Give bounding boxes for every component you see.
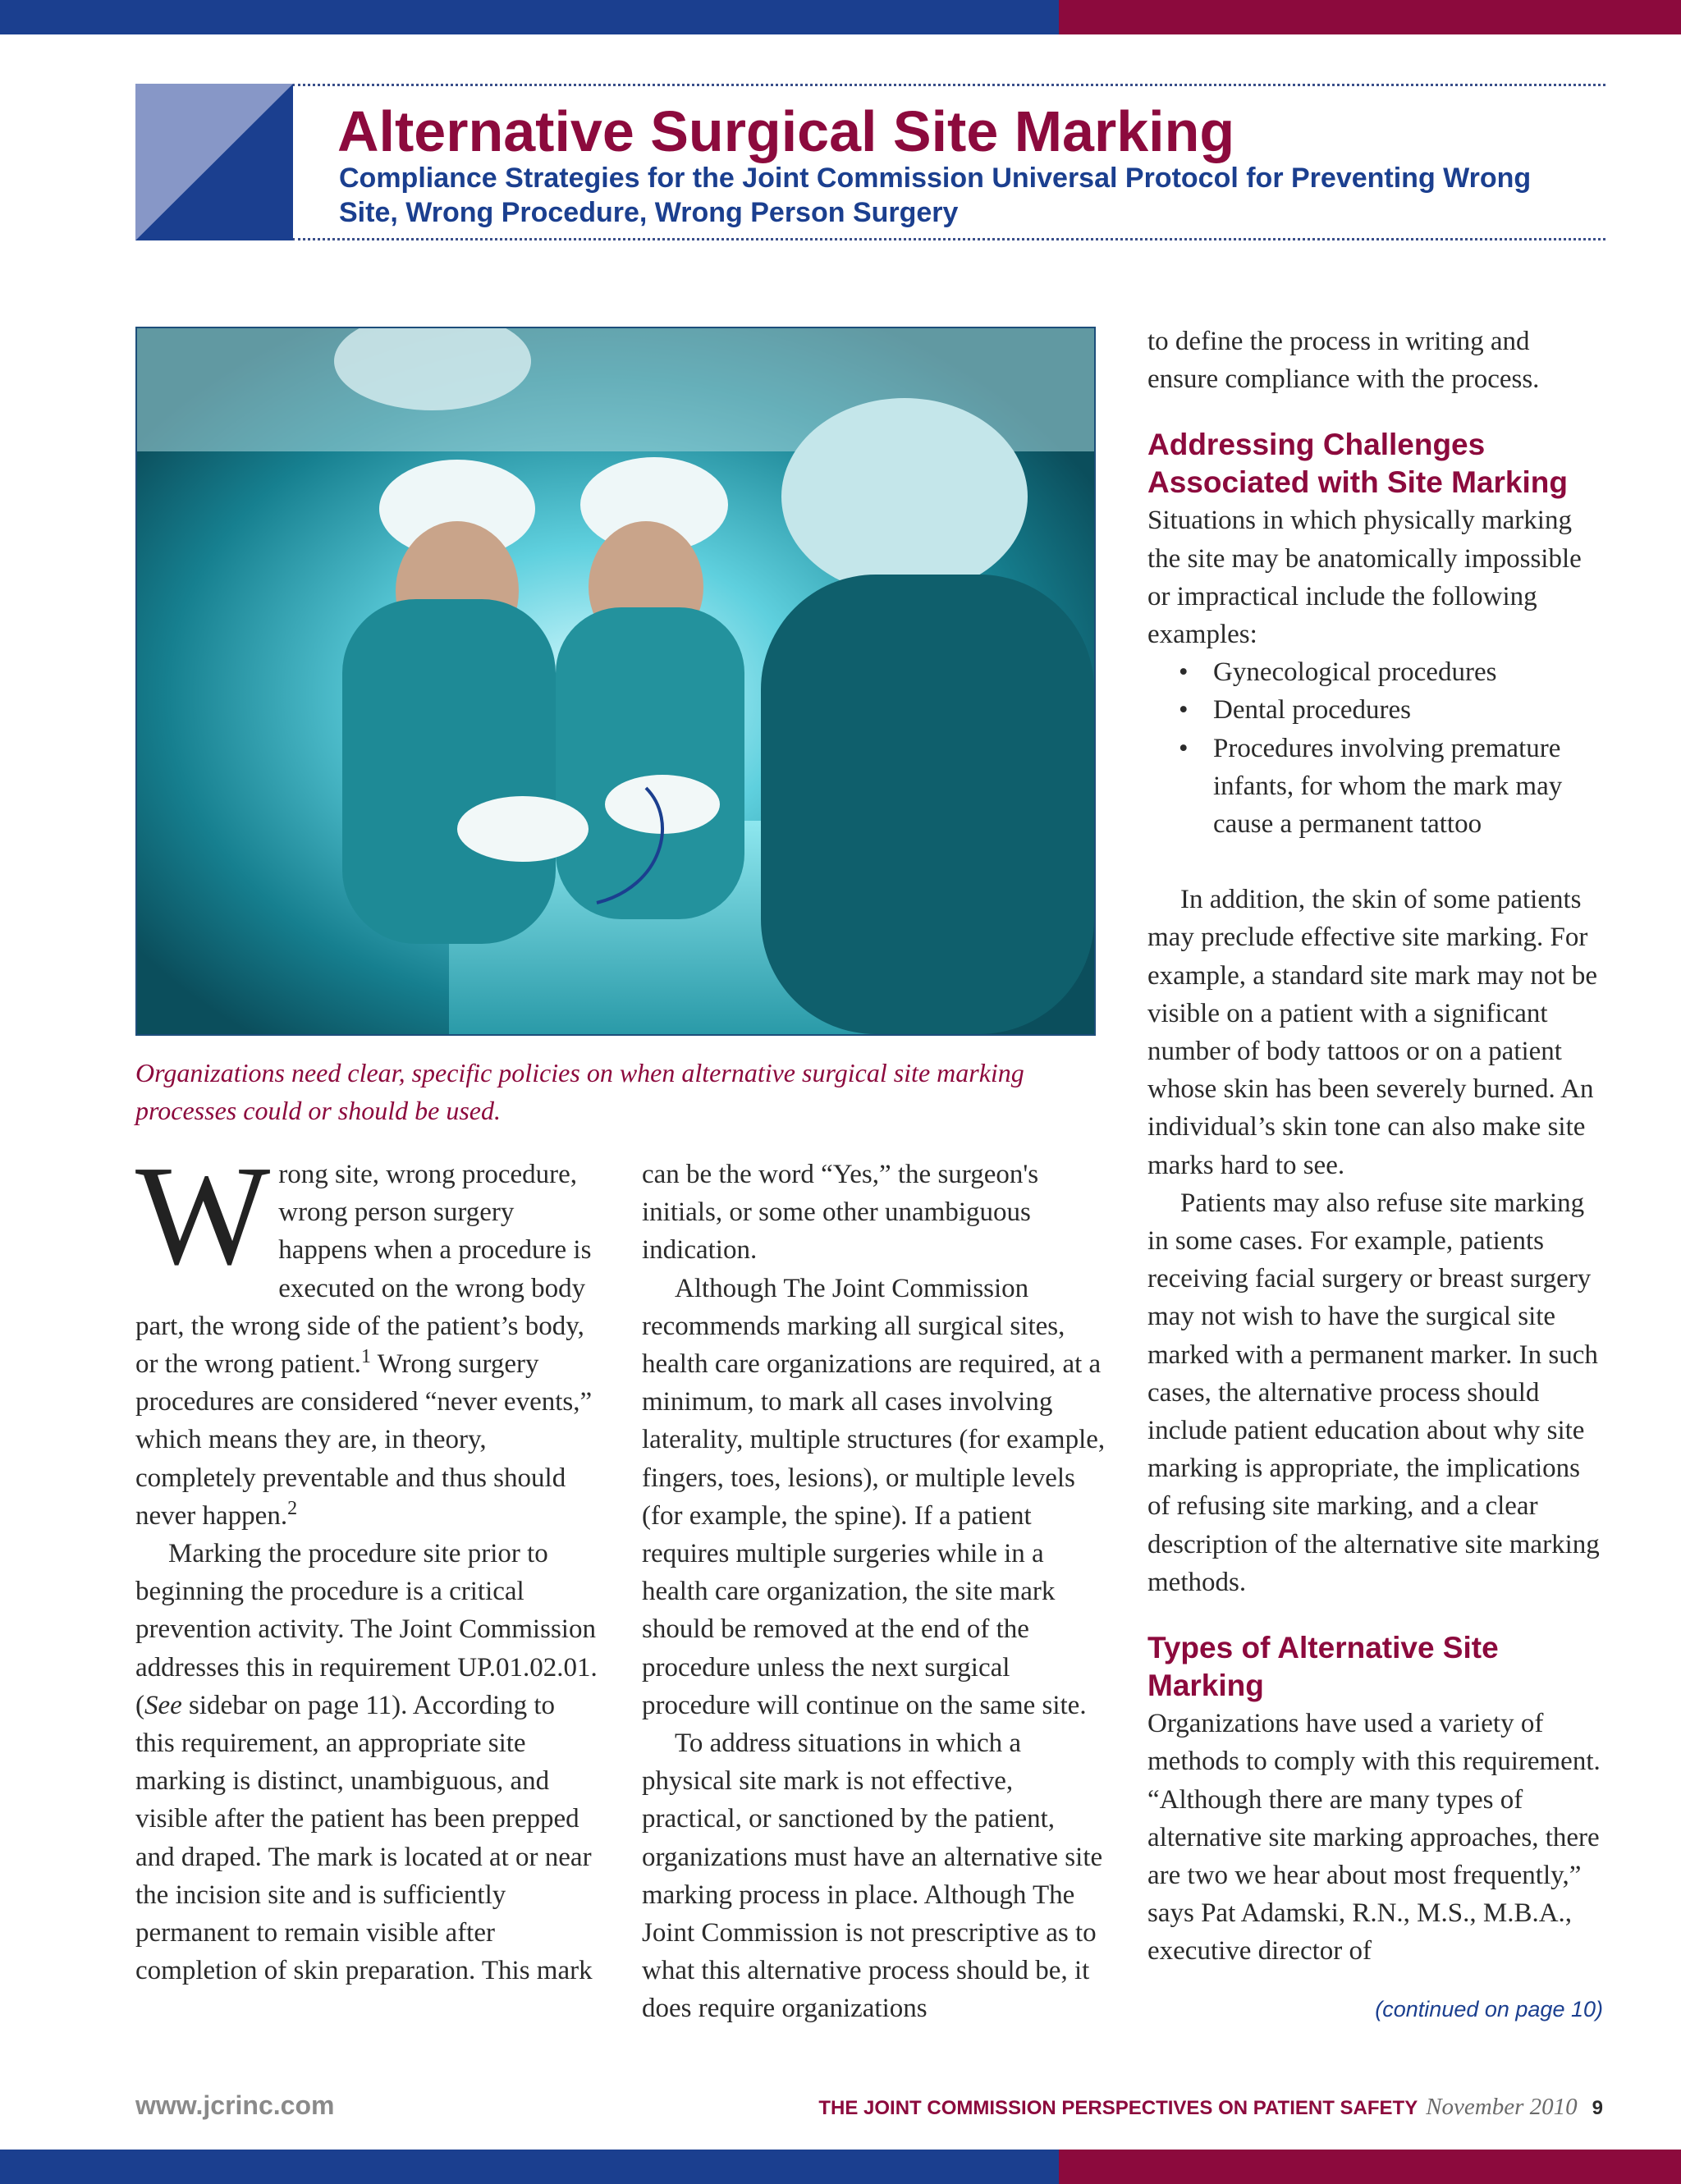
col3-paragraph-2: Situations in which physically marking the site may be anatomically impossible or impractical include the following examples: — [1147, 506, 1582, 650]
footnote-ref-1: 1 — [360, 1346, 371, 1368]
col1-paragraph-1: rong site, wrong procedure, wrong person surgery happens when a procedure is executed on the wrong body part, the wrong side of the patient’s body, or the wrong patient. — [135, 1160, 592, 1380]
col3-paragraph-1: to define the process in writing and ensure compliance with the process. — [1147, 327, 1540, 395]
heading-types-of-alternative: Types of Alternative Site Marking — [1147, 1631, 1499, 1703]
list-item: • Dental procedures — [1147, 691, 1603, 729]
col2-paragraph-1: can be the word “Yes,” the surgeon's initials, or some other unambiguous indication. — [642, 1160, 1039, 1266]
bullet-icon: • — [1179, 657, 1189, 688]
continued-note: (continued on page 10) — [1375, 1997, 1603, 2021]
photo-caption: Organizations need clear, specific policies on when alternative surgical site marking processes could or should be used. — [135, 1058, 1024, 1125]
drop-cap: W — [135, 1136, 271, 1294]
header-rule-top — [292, 84, 1605, 86]
heading-addressing-challenges: Addressing Challenges Associated with Site Marking — [1147, 428, 1568, 500]
header-rule-bottom — [292, 238, 1605, 240]
page-number: 9 — [1592, 2097, 1603, 2119]
article-column-3 — [1147, 323, 1603, 1971]
bottom-color-bar — [0, 2150, 1681, 2184]
example-list — [1147, 653, 1603, 843]
publication-name: THE JOINT COMMISSION PERSPECTIVES ON PATIENT SAFETY — [818, 2097, 1418, 2119]
surgery-photo-illustration — [137, 328, 1094, 1034]
footer-url[interactable]: www.jcrinc.com — [135, 2090, 335, 2120]
bullet-icon: • — [1179, 695, 1189, 726]
col2-paragraph-3: To address situations in which a physical site mark is not effective, practical, or sanctioned by the patient, organizations must have an alternative site marking process in place. Although The Joint Commission is not prescriptive as to what this alternative process should be, it does require organizations — [642, 1728, 1103, 2024]
article-title: Alternative Surgical Site Marking — [337, 99, 1235, 163]
col3-paragraph-3: In addition, the skin of some patients may preclude effective site marking. For example, a standard site mark may not be visible on a patient with a significant number of body tattoos or on a patient whose skin has been severely burned. An individual’s skin tone can also make site marks hard to see. — [1147, 885, 1597, 1180]
col2-paragraph-2: Although The Joint Commission recommends marking all surgical sites, health care organizations are required, at a minimum, to mark all cases involving laterality, multiple structures (for example, fingers, toes, lesions), or multiple levels (for example, the spine). If a patient requires multiple surgeries while in a health care organization, the site mark should be removed at the end of the procedure unless the next surgical procedure will continue on the same site. — [642, 1273, 1106, 1720]
col1-paragraph-2a: Marking the procedure site prior to beginning the procedure is a critical prevention activity. The Joint Commission addresses this in requirement UP.01.02.01. ( — [135, 1539, 598, 1720]
article-column-2 — [642, 1156, 1106, 2028]
col1-see-word: See — [144, 1690, 182, 1720]
list-item: • Procedures involving premature infants, for whom the mark may cause a permanent tattoo — [1147, 730, 1603, 844]
surgery-photo — [135, 327, 1096, 1036]
article-column-1 — [135, 1136, 599, 1989]
issue-date: November 2010 — [1426, 2094, 1578, 2120]
col1-paragraph-2b: sidebar on page 11). According to this requirement, an appropriate site marking is distinct, unambiguous, and visible after the patient has been prepped and draped. The mark is located at or near the incision site and is sufficiently permanent to remain visible after completion of skin preparation. This mark — [135, 1690, 593, 1986]
footnote-ref-2: 2 — [287, 1497, 298, 1519]
col3-paragraph-5: Organizations have used a variety of methods to comply with this requirement. “Although there are many types of alternative site marking approaches, there are two we hear about most frequently,” says Pat Adamski, R.N., M.S., M.B.A., executive director of — [1147, 1709, 1601, 1967]
bullet-icon: • — [1179, 733, 1189, 763]
list-item: • Gynecological procedures — [1147, 653, 1603, 691]
col3-paragraph-4: Patients may also refuse site marking in some cases. For example, patients receiving facial surgery or breast surgery may not wish to have the surgical site marked with a permanent marker. In such cases, the alternative process should include patient education about why site marking is appropriate, the implications of refusing site marking, and a clear description of the alternative site marking methods. — [1147, 1188, 1600, 1597]
footer-publication — [818, 2094, 1603, 2121]
col1-paragraph-1b: Wrong surgery procedures are considered “never events,” which means they are, in theory, completely preventable and thus should never happen. — [135, 1349, 593, 1531]
top-color-bar — [0, 0, 1681, 34]
header-triangle-block — [135, 84, 293, 240]
article-subtitle: Compliance Strategies for the Joint Commission Universal Protocol for Preventing Wrong Site, Wrong Procedure, Wrong Person Surgery — [339, 163, 1532, 228]
